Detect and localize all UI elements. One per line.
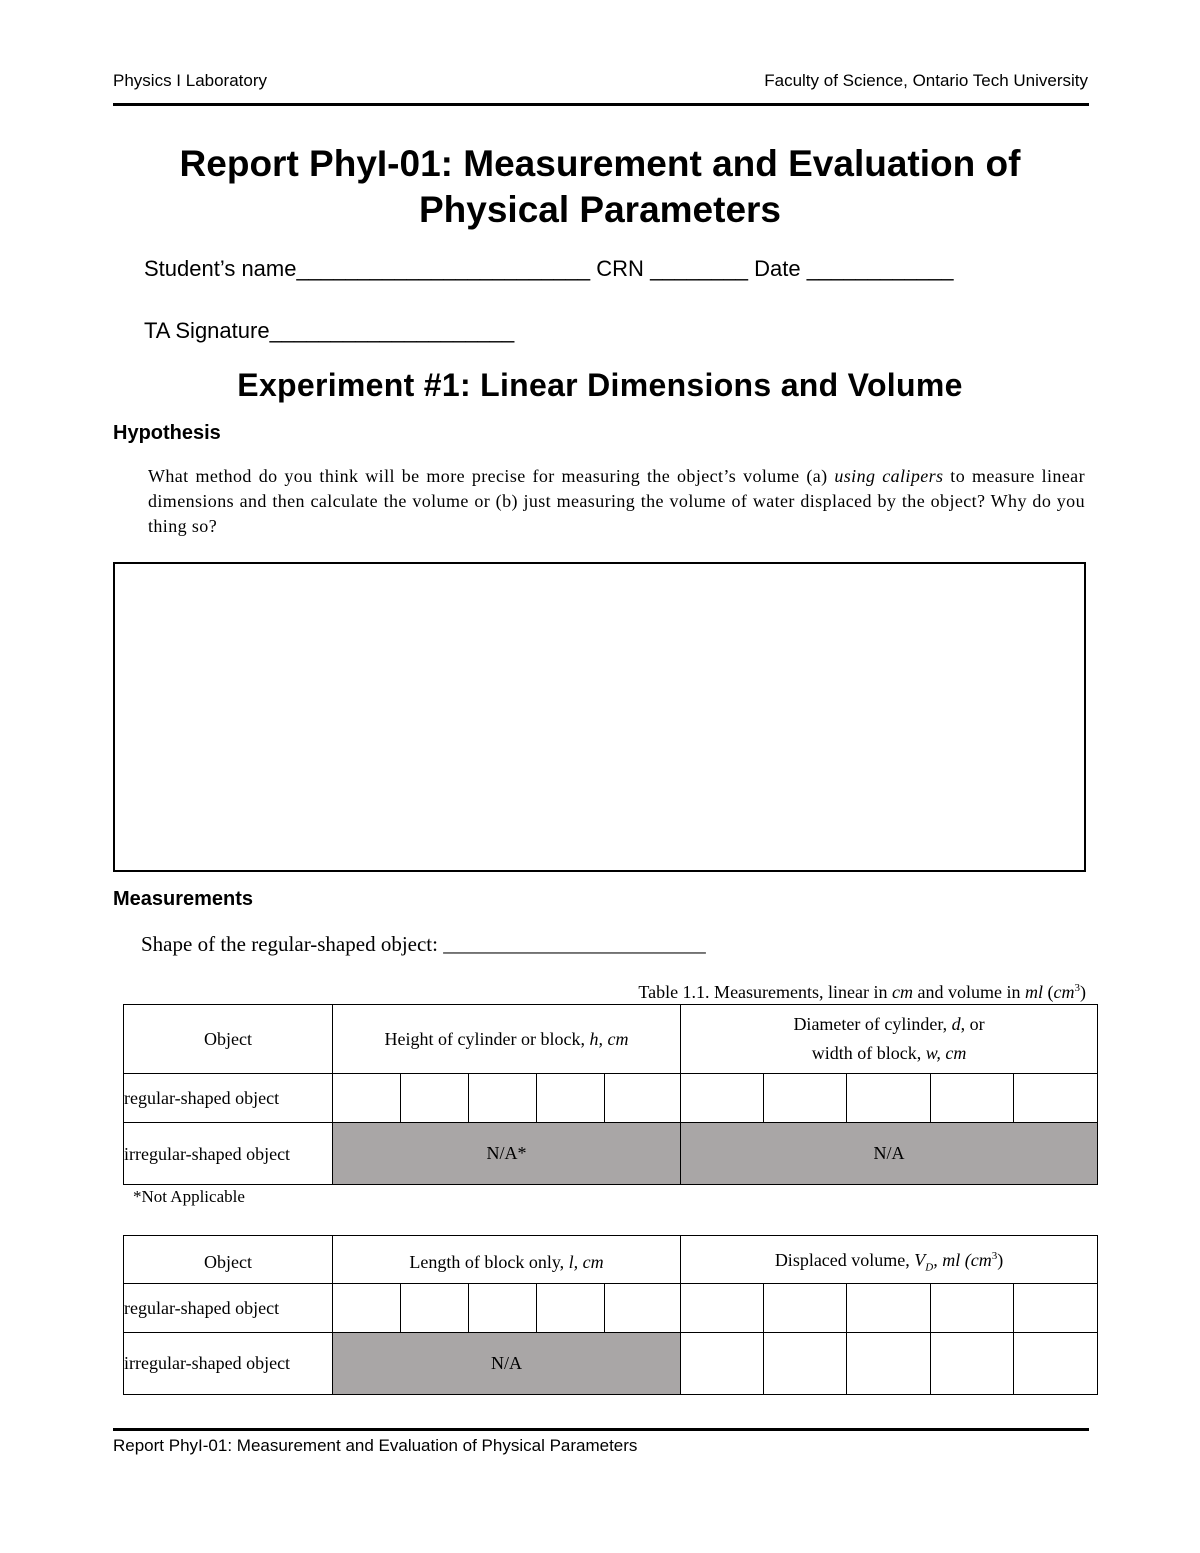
- row-label-regular: regular-shaped object: [124, 1283, 333, 1332]
- date-field[interactable]: ____________: [806, 256, 954, 281]
- caption-paren-open: (: [1043, 982, 1054, 1002]
- student-name-field[interactable]: ________________________: [296, 256, 591, 281]
- report-title: [0, 141, 1200, 233]
- report-title-line2: Physical Parameters: [418, 189, 781, 230]
- input-cell[interactable]: [605, 1074, 681, 1123]
- table-row: [124, 1074, 1098, 1123]
- input-cell[interactable]: [605, 1283, 681, 1332]
- caption-unit-cm3: cm: [1053, 982, 1075, 1002]
- table1-header-row: [124, 1005, 1098, 1074]
- width-header-vars: w, cm: [925, 1043, 967, 1063]
- displaced-header-close: ): [997, 1250, 1004, 1270]
- footnote: *Not Applicable: [133, 1187, 245, 1206]
- report-title-line1: Report PhyI-01: Measurement and Evaluation of: [179, 143, 1021, 184]
- input-cell[interactable]: [401, 1283, 469, 1332]
- input-cell[interactable]: [681, 1332, 764, 1394]
- displaced-header-var: V: [914, 1250, 926, 1270]
- na-cell-length: N/A: [333, 1332, 681, 1394]
- table1-col-object: Object: [124, 1005, 333, 1074]
- crn-label: CRN: [596, 256, 644, 281]
- date-label: Date: [754, 256, 801, 281]
- input-cell[interactable]: [847, 1332, 931, 1394]
- displaced-header-text: Displaced volume,: [774, 1250, 915, 1270]
- shape-field[interactable]: _________________________: [443, 932, 706, 956]
- input-cell[interactable]: [1014, 1283, 1098, 1332]
- footer-rule: [113, 1428, 1089, 1431]
- row-label-irregular: irregular-shaped object: [124, 1123, 333, 1185]
- input-cell[interactable]: [537, 1283, 605, 1332]
- diameter-header-var: d: [951, 1014, 961, 1034]
- table-row: [124, 1123, 1098, 1185]
- caption-unit-ml: ml: [1025, 982, 1043, 1002]
- displaced-header-sub: D: [925, 1261, 934, 1274]
- measurements-table-1: [123, 1004, 1098, 1185]
- table2-col-object: Object: [124, 1236, 333, 1284]
- measurements-heading: Measurements: [113, 888, 254, 910]
- ta-signature-label: TA Signature: [144, 318, 270, 343]
- hypothesis-question: [148, 464, 1085, 539]
- table2-col-length: [333, 1236, 681, 1284]
- row-label-irregular: irregular-shaped object: [124, 1332, 333, 1394]
- caption-text: Table 1.1. Measurements, linear in: [638, 982, 893, 1002]
- shape-label: Shape of the regular-shaped object:: [141, 932, 438, 956]
- input-cell[interactable]: [764, 1332, 847, 1394]
- length-header-vars: l, cm: [568, 1251, 604, 1272]
- input-cell[interactable]: [469, 1283, 537, 1332]
- hypothesis-heading: Hypothesis: [113, 422, 221, 444]
- student-name-label: Student’s name: [144, 256, 297, 281]
- experiment-title: Experiment #1: Linear Dimensions and Volume: [237, 367, 963, 403]
- diameter-header-end: , or: [960, 1014, 985, 1034]
- measurements-table-2: [123, 1235, 1098, 1395]
- caption-exponent: 3: [1074, 982, 1080, 994]
- na-cell-height: N/A*: [333, 1123, 681, 1185]
- input-cell[interactable]: [333, 1283, 401, 1332]
- table2-header-row: [124, 1236, 1098, 1284]
- ta-signature-line: [144, 318, 514, 344]
- input-cell[interactable]: [847, 1074, 931, 1123]
- input-cell[interactable]: [764, 1283, 847, 1332]
- caption-unit-cm: cm: [892, 982, 914, 1002]
- table1-col-height: [333, 1005, 681, 1074]
- input-cell[interactable]: [1014, 1332, 1098, 1394]
- height-header-vars: h, cm: [589, 1028, 629, 1049]
- input-cell[interactable]: [681, 1074, 764, 1123]
- question-text-part1: What method do you think will be more precise for measuring the object’s volume (a): [148, 466, 835, 486]
- input-cell[interactable]: [469, 1074, 537, 1123]
- caption-paren-close: ): [1080, 982, 1086, 1002]
- width-header-text: width of block,: [811, 1043, 926, 1063]
- input-cell[interactable]: [931, 1283, 1014, 1332]
- input-cell[interactable]: [537, 1074, 605, 1123]
- input-cell[interactable]: [847, 1283, 931, 1332]
- crn-field[interactable]: ________: [650, 256, 748, 281]
- height-header-text: Height of cylinder or block,: [384, 1028, 590, 1049]
- table2-col-displaced: [681, 1236, 1098, 1284]
- ta-signature-field[interactable]: ____________________: [269, 318, 515, 343]
- header-right: Faculty of Science, Ontario Tech University: [764, 71, 1088, 90]
- input-cell[interactable]: [333, 1074, 401, 1123]
- row-label-regular: regular-shaped object: [124, 1074, 333, 1123]
- header-left: Physics I Laboratory: [113, 71, 268, 90]
- input-cell[interactable]: [931, 1074, 1014, 1123]
- student-info-line: [144, 256, 954, 282]
- question-emphasis: using calipers: [834, 466, 944, 486]
- hypothesis-answer-box[interactable]: [113, 562, 1086, 872]
- question-text-part2: to measure linear dimensions and then calculate the volume or (b) just measuring the volume of water displaced by the object? Why do you thing so?: [148, 466, 1085, 536]
- input-cell[interactable]: [1014, 1074, 1098, 1123]
- length-header-text: Length of block only,: [409, 1251, 569, 1272]
- displaced-header-exp: 3: [991, 1250, 998, 1262]
- input-cell[interactable]: [401, 1074, 469, 1123]
- input-cell[interactable]: [931, 1332, 1014, 1394]
- table-row: [124, 1283, 1098, 1332]
- diameter-header-text: Diameter of cylinder,: [793, 1014, 952, 1034]
- footer-text: Report PhyI-01: Measurement and Evaluation of Physical Parameters: [113, 1436, 638, 1455]
- shape-line: [141, 932, 706, 957]
- table-row: [124, 1332, 1098, 1394]
- input-cell[interactable]: [681, 1283, 764, 1332]
- caption-text-mid: and volume in: [913, 982, 1025, 1002]
- table1-caption: [638, 982, 1086, 1003]
- header-rule: [113, 103, 1089, 106]
- na-cell-diameter: N/A: [681, 1123, 1098, 1185]
- table1-col-diameter: [681, 1005, 1098, 1074]
- displaced-header-unit: , ml (cm: [933, 1250, 992, 1270]
- input-cell[interactable]: [764, 1074, 847, 1123]
